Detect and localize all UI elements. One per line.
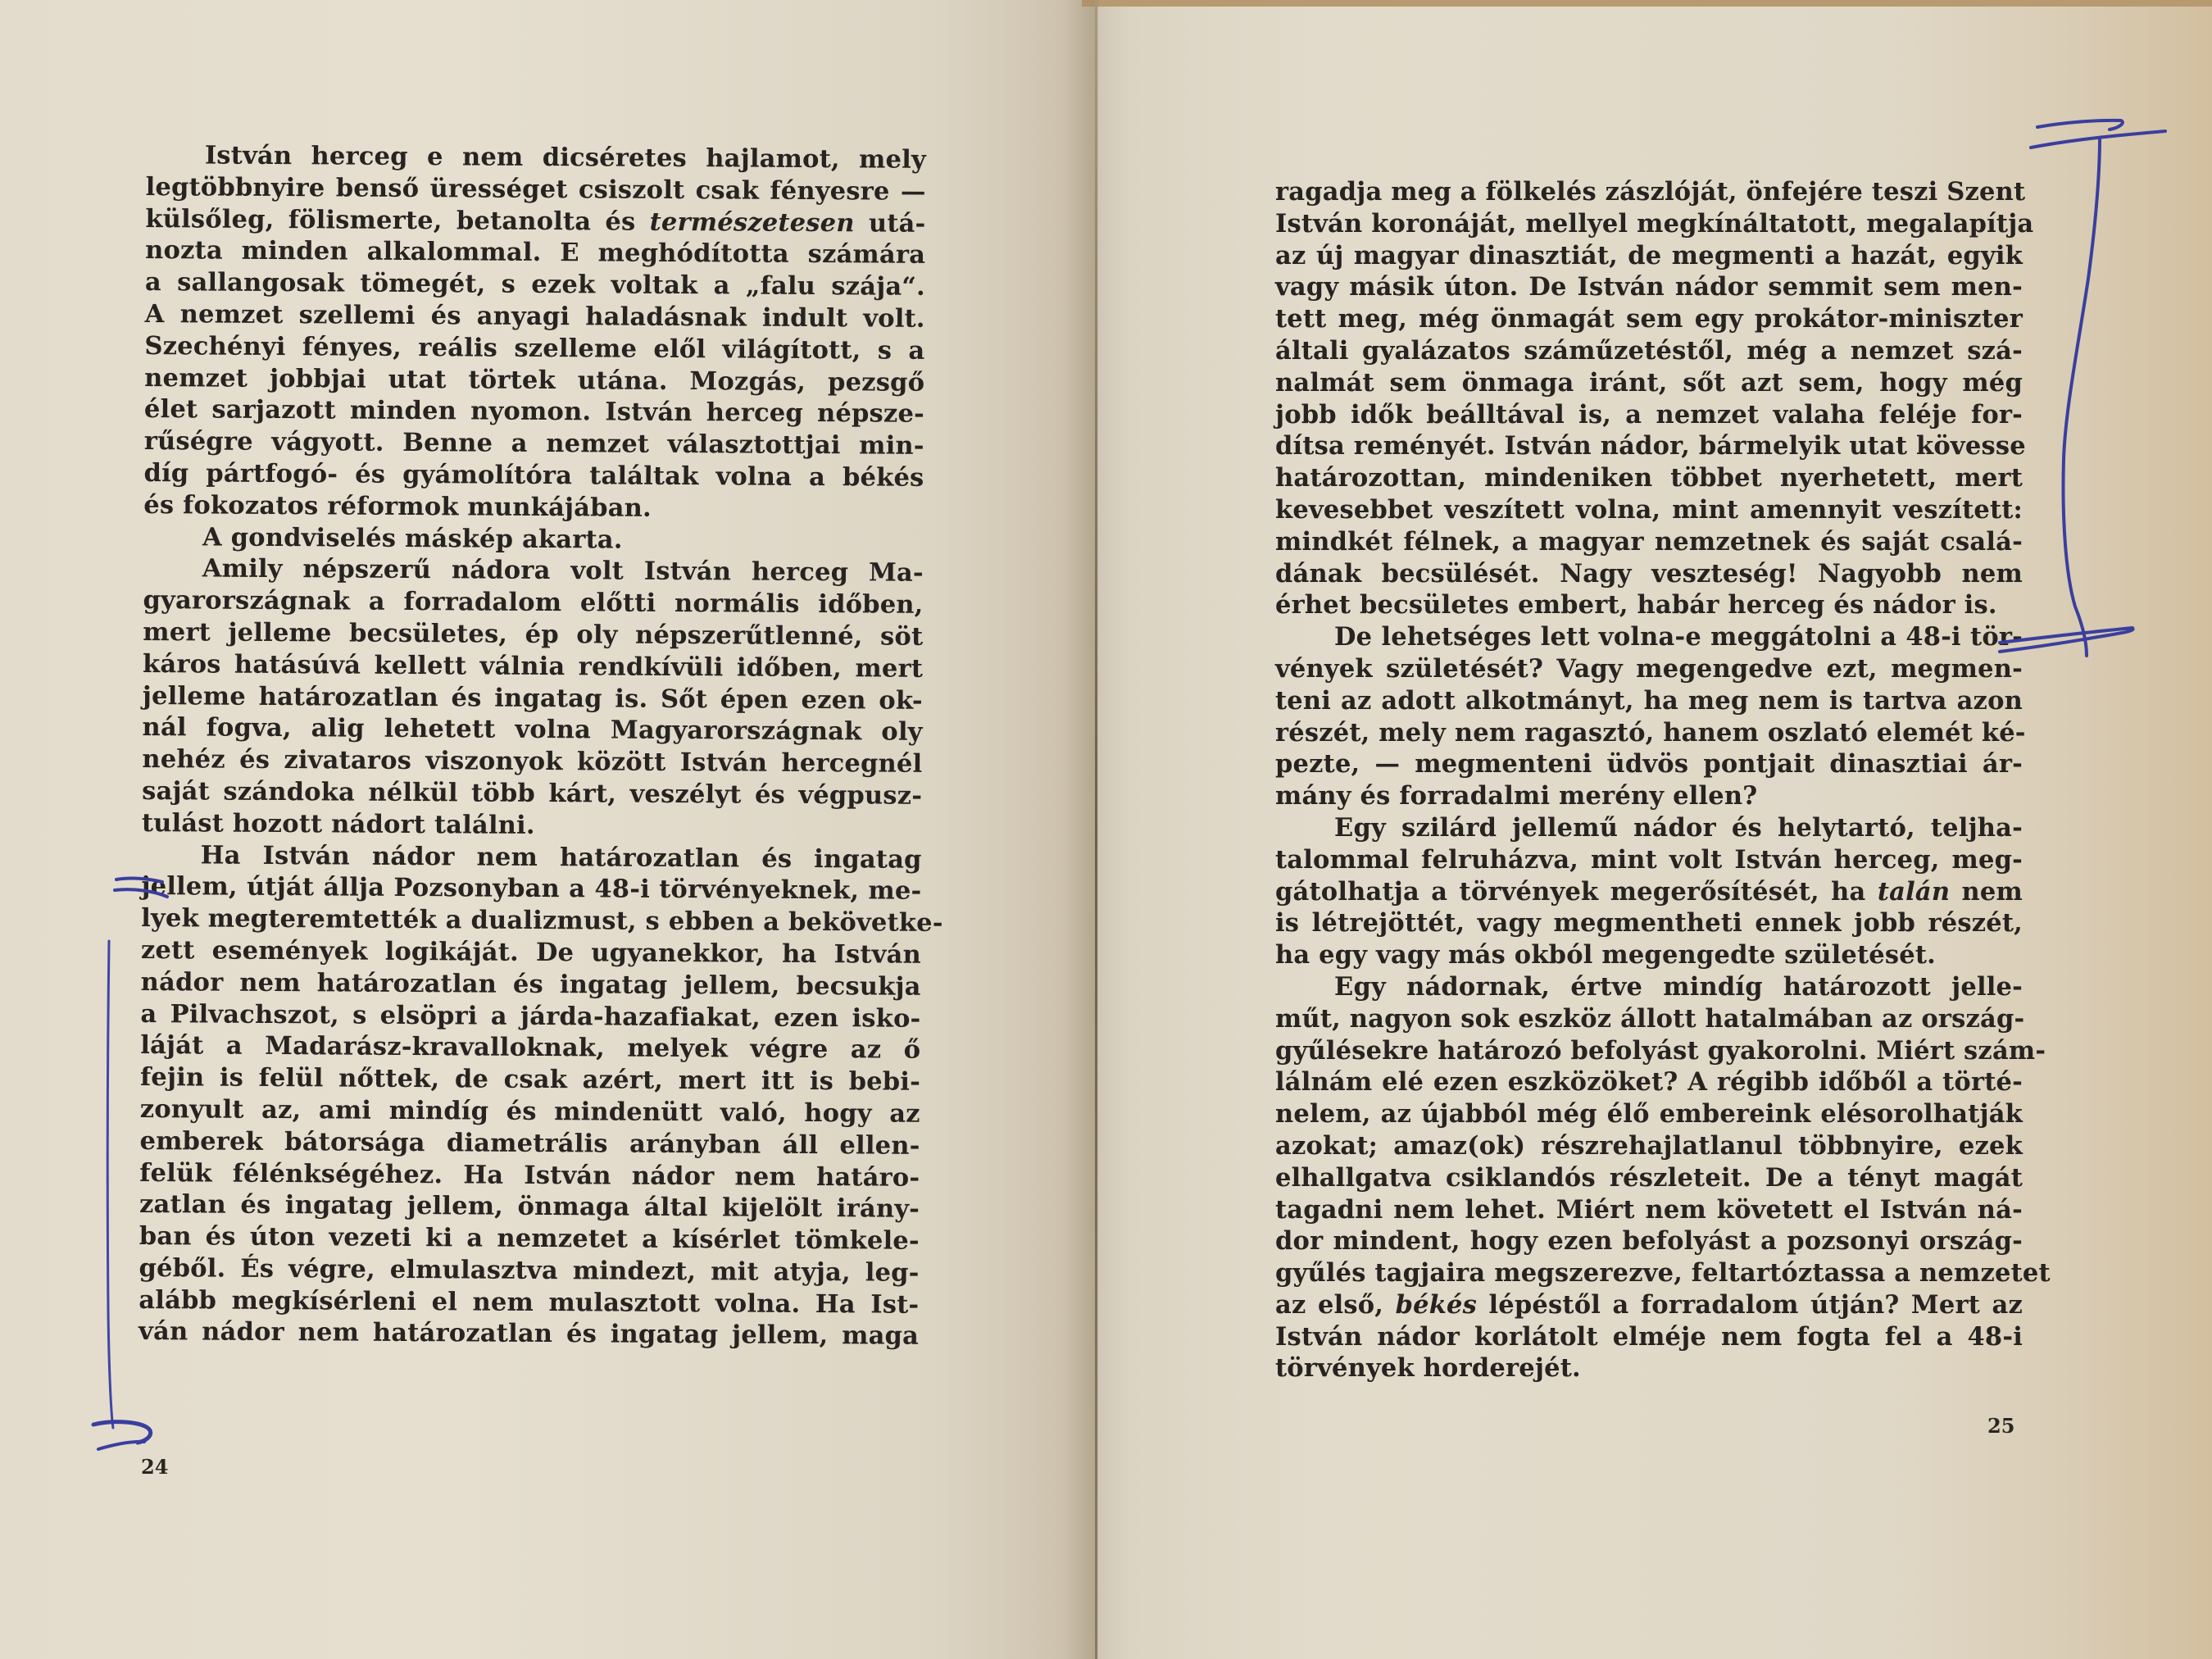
text-line: teni az adott alkotmányt, ha meg nem is tartva azon [1275,685,2023,716]
text-line: általi gyalázatos száműzetéstől, még a nemzet szá- [1275,335,2023,366]
page-number-left: 24 [141,1455,169,1479]
text-line: azokat; amaz(ok) részrehajlatlanul többnyire, ezek [1275,1130,2023,1161]
text-line: az új magyar dinasztiát, de megmenti a hazát, egyik [1275,240,2023,270]
text-line: A gondviselés máskép akarta. [202,521,623,555]
text-line: a sallangosak tömegét, s ezek voltak a „falu szája“. [144,267,926,302]
text-line: mindkét félnek, a magyar nemzetnek és saját csalá- [1275,526,2023,557]
text-line: saját szándoka nélkül több kárt, veszélyt és végpusz- [142,775,923,811]
text-line: ban és úton vezeti ki a nemzetet a kísérlet tömkele- [139,1221,920,1256]
text-line: nádor nem határozatlan és ingatag jellem, becsukja [140,966,921,1002]
text-line: nemzet jobbjai utat törtek utána. Mozgás, pezsgő [144,362,925,398]
text-line: élet sarjazott minden nyomon. István herceg népsze- [143,394,925,430]
text-line: ragadja meg a fölkelés zászlóját, önfejére teszi Szent [1275,177,2026,207]
text-line: kevesebbet veszített volna, mint amennyit veszített: [1275,494,2023,525]
text-line: mert jelleme becsületes, ép oly népszerűtlenné, söt [143,616,924,652]
text-line: De lehetséges lett volna-e meggátolni a 48-i tör- [1334,622,2023,652]
text-run: utá- [854,207,926,239]
text-line: talommal felruházva, mint volt István herceg, meg- [1275,844,2023,875]
text-line: dor mindent, hogy ezen befolyást a pozsonyi ország- [1275,1226,2023,1257]
text-line: Amily népszerű nádora volt István herceg Ma- [202,553,924,589]
text-line: ván nádor nem határozatlan és ingatag jellem, maga [139,1316,920,1352]
text-line: A nemzet szellemi és anyagi haladásnak indult volt. [144,298,925,334]
text-line: műt, nagyon sok eszköz állott hatalmában az ország- [1275,1003,2025,1034]
text-line: pezte, — megmenteni üdvös pontjait dinasztiai ár- [1275,749,2023,780]
gutter-shadow [1065,0,1098,1659]
text-line: gyűlésekre határozó befolyást gyakorolni. Miért szám- [1275,1035,2046,1066]
text-line [1275,876,2023,908]
text-line: rűségre vágyott. Benne a nemzet választottjai min- [143,426,924,461]
text-line: elhallgatva csiklandós részleteit. De a tényt magát [1275,1162,2023,1193]
left-page-body-text [139,139,943,1352]
text-line: fejin is felül nőttek, de csak azért, mert itt is bebi- [139,1062,921,1097]
text-line: érhet becsületes embert, habár herceg és nádor is. [1275,590,1997,620]
page-number-right: 25 [1987,1414,2015,1438]
text-line: zett események logikáját. De ugyanekkor, ha István [140,934,922,970]
text-line: zatlan és ingatag jellem, önmaga által kijelölt irány- [139,1189,920,1225]
text-line: jellem, útját állja Pozsonyban a 48-i törvényeknek, me- [141,871,922,907]
book-spine-gutter [1095,0,1097,1659]
text-line: István koronáját, mellyel megkínáltatott, megalapítja [1275,208,2034,239]
text-line: is létrejöttét, vagy megmentheti ennek jobb részét, [1275,908,2023,939]
text-line: ha egy vagy más okból megengedte születését. [1275,940,1936,970]
text-line: dítsa reményét. István nádor, bármelyik utat kövesse [1275,431,2026,461]
text-line: Egy szilárd jellemű nádor és helytartó, teljha- [1334,812,2023,843]
text-line: nehéz és zivataros viszonyok között István hercegnél [142,744,923,779]
page-top-edge [1082,0,2212,7]
text-line: Egy nádornak, értve mindíg határozott jelle- [1334,971,2023,1002]
text-line: törvények horderejét. [1275,1353,1581,1384]
text-line: gyarországnak a forradalom előtti normális időben, [143,585,924,620]
text-line: géből. És végre, elmulasztva mindezt, mit atyja, leg- [139,1252,920,1288]
text-line: tagadni nem lehet. Miért nem követett el István ná- [1275,1194,2023,1225]
text-line: vagy másik úton. De István nádor semmit sem men- [1275,272,2023,302]
text-line: István nádor korlátolt elméje nem fogta fel a 48-i [1275,1321,2023,1352]
italic-emphasis: talán [1877,876,1951,907]
right-page-body-text [1275,176,2051,1384]
text-line: lyek megteremtették a dualizmust, s ebben a bekövetke- [141,903,943,939]
text-line: mány és forradalmi merény ellen? [1275,781,1758,811]
text-line: legtöbbnyire benső ürességet csiszolt csak fényesre — [145,171,926,207]
text-line [1275,1289,2023,1321]
text-line: tett meg, még önmagát sem egy prokátor-miniszter [1275,304,2023,334]
text-run: külsőleg, fölismerte, betanolta és [145,203,650,237]
text-line: és fokozatos réformok munkájában. [143,489,652,523]
text-run: gátolhatja a törvények megerősítését, ha [1275,876,1878,907]
text-line: zonyult az, ami mindíg és mindenütt való, hogy az [139,1093,920,1129]
text-run: az első, [1275,1289,1396,1320]
text-line: káros hatásúvá kellett válnia rendkívüli időben, mert [142,648,924,684]
text-line: nál fogva, alig lehetett volna Magyarországnak oly [142,712,923,748]
text-line: emberek bátorsága diametrális arányban áll ellen- [139,1125,920,1161]
text-line: alább megkísérleni el nem mulasztott volna. Ha Ist- [139,1284,920,1320]
text-line: jobb idők beálltával is, a nemzet valaha feléje for- [1275,399,2023,430]
text-line: részét, mely nem ragasztó, hanem oszlató elemét ké- [1275,717,2026,748]
text-line: felük félénkségéhez. Ha István nádor nem határo- [139,1157,920,1193]
text-line: gyűlés tagjaira megszerezve, feltartóztassa a nemzetet [1275,1258,2051,1289]
text-line: nelem, az újabból még élő embereink elésorolhatják [1275,1099,2023,1129]
text-line: díg pártfogó- és gyámolítóra találtak volna a békés [143,457,924,493]
text-line: tulást hozott nádort találni. [141,807,535,840]
text-line: jelleme határozatlan és ingatag is. Sőt épen ezen ok- [142,680,923,716]
text-line: határozottan, mindeniken többet nyerhetett, mert [1275,463,2023,493]
text-line: nozta minden alkalommal. E meghódította számára [145,235,926,270]
text-line: a Pilvachszot, s elsöpri a járda-hazafiakat, ezen isko- [140,998,921,1034]
italic-emphasis: természetesen [649,207,855,238]
text-line: lálnám elé ezen eszközöket? A régibb időből a törté- [1275,1067,2023,1098]
italic-emphasis: békés [1395,1289,1478,1320]
text-line: láját a Madarász-kravalloknak, melyek végre az ő [140,1030,921,1066]
text-line: István herceg e nem dicséretes hajlamot, mely [204,140,926,175]
text-run: lépéstől a forradalom útján? Mert az [1477,1289,2023,1320]
text-line: Ha István nádor nem határozatlan és ingatag [200,839,922,875]
text-line [145,203,925,240]
text-line: Szechényi fényes, reális szelleme elől világított, s a [144,330,925,366]
text-line: nalmát sem önmaga iránt, sőt azt sem, hogy még [1275,367,2023,398]
text-line: vények születését? Vagy megengedve ezt, megmen- [1275,653,2023,684]
text-run: nem [1950,876,2023,907]
text-line: dának becsülését. Nagy veszteség! Nagyobb nem [1275,558,2023,589]
